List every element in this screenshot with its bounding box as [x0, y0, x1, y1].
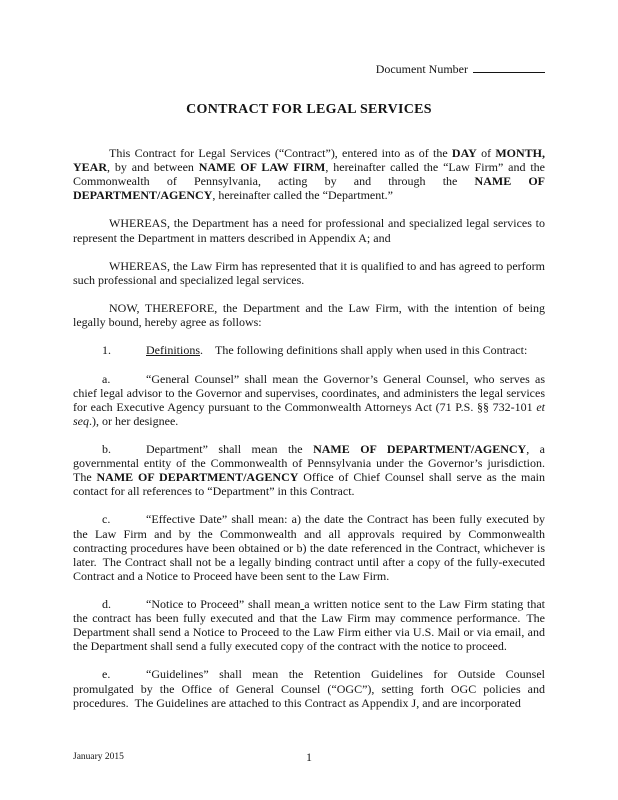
text-segment: NAME OF DEPARTMENT/AGENCY [73, 174, 546, 203]
text-segment: NOW, THEREFORE, the Department and the Law Firm, with the intention of being legally bound, hereby agree as follows: [73, 301, 545, 330]
definition-e-guidelines [73, 667, 545, 709]
text-segment: , by and between [107, 160, 199, 175]
text-segment: , a governmental entity of the Commonwealth of Pennsylvania under the Governor’s jurisdiction. The [73, 441, 545, 485]
section-1-definitions [73, 343, 545, 357]
text-segment: Office of Chief Counsel shall serve as the main contact for all references to “Department” in this Contract. [73, 470, 545, 499]
text-segment: of [476, 146, 496, 160]
text-segment: Definitions [146, 343, 200, 358]
definition-c-effective-date [73, 512, 545, 582]
text-segment: “Guidelines” shall mean the Retention Guidelines for Outside Counsel promulgated by the Office of General Counsel (“OGC”), setting forth OGC policies and procedures. The Guidelines are attached to this Contract as Appendix J, and are incorporated [73, 667, 545, 710]
whereas-paragraph-1 [73, 216, 545, 244]
list-marker: b. [102, 441, 111, 456]
text-segment: MONTH, YEAR [73, 146, 545, 175]
text-segment: NAME OF DEPARTMENT/AGENCY [313, 441, 527, 456]
text-segment: This Contract for Legal Services (“Contract”), entered into as of the [109, 146, 452, 160]
definition-b-department [73, 442, 545, 498]
definition-d-notice-to-proceed [73, 597, 545, 653]
document-number-blank-line [473, 60, 545, 73]
text-segment: “Effective Date” shall mean: a) the date the Contract has been fully executed by the Law Firm and by the Commonwealth and all approvals required by Commonwealth contracting procedures have been obtained or b) the date referenced in the Contract, whichever is later. The Contract shall not be a legally binding contract until after a copy of the fully-executed Contract and a Notice to Proceed have been sent to the Law Firm. [73, 512, 545, 583]
text-segment: a written notice sent to the Law Firm stating that the contract has been fully executed and that the Law Firm may commence performance. The Department shall send a Notice to Proceed to the Law Firm either via U.S. Mail or via email, and the Department shall send a fully executed copy of the contract with the notice to proceed. [73, 597, 545, 654]
list-marker: a. [102, 371, 111, 386]
footer-date: January 2015 [73, 752, 124, 762]
text-segment: , hereinafter called the “Department.” [212, 188, 393, 203]
text-segment: NAME OF LAW FIRM [198, 160, 326, 175]
text-segment: “Notice to Proceed” shall mean [146, 597, 301, 611]
text-segment: . The following definitions shall apply when used in this Contract: [200, 343, 528, 358]
intro-paragraph [73, 146, 545, 202]
footer-page-number: 1 [306, 750, 312, 764]
text-segment: DAY [451, 146, 477, 160]
text-segment: NAME OF DEPARTMENT/AGENCY [96, 470, 299, 485]
definition-a-general-counsel [73, 372, 545, 428]
list-marker: d. [102, 597, 111, 611]
document-title: CONTRACT FOR LEGAL SERVICES [186, 102, 432, 117]
list-marker: c. [102, 512, 111, 527]
text-segment: WHEREAS, the Law Firm has represented that it is qualified to and has agreed to perform such professional and specialized legal services. [73, 258, 545, 287]
document-content [73, 60, 545, 710]
text-segment: .), or her designee. [89, 413, 179, 428]
list-marker: e. [102, 667, 111, 682]
document-number-label: Document Number [375, 62, 468, 76]
text-segment: , hereinafter called the “Law Firm” and the Commonwealth of Pennsylvania, acting by and through the [73, 160, 545, 189]
text-segment: Department” shall mean the [146, 441, 314, 456]
document-number-row [73, 60, 545, 76]
text-segment: WHEREAS, the Department has a need for professional and specialized legal services to represent the Department in matters described in Appendix A; and [73, 216, 545, 245]
text-segment: “General Counsel” shall mean the Governor’s General Counsel, who serves as chief legal advisor to the Governor and supervises, coordinates, and administers the legal services for each Executive Agency pursuant to the Commonwealth Attorneys Act (71 P.S. §§ 732-101 [73, 371, 545, 414]
now-therefore-paragraph [73, 301, 545, 329]
list-marker: 1. [102, 343, 111, 358]
text-segment: et seq [73, 399, 545, 428]
whereas-paragraph-2 [73, 259, 545, 287]
document-body [73, 146, 545, 710]
